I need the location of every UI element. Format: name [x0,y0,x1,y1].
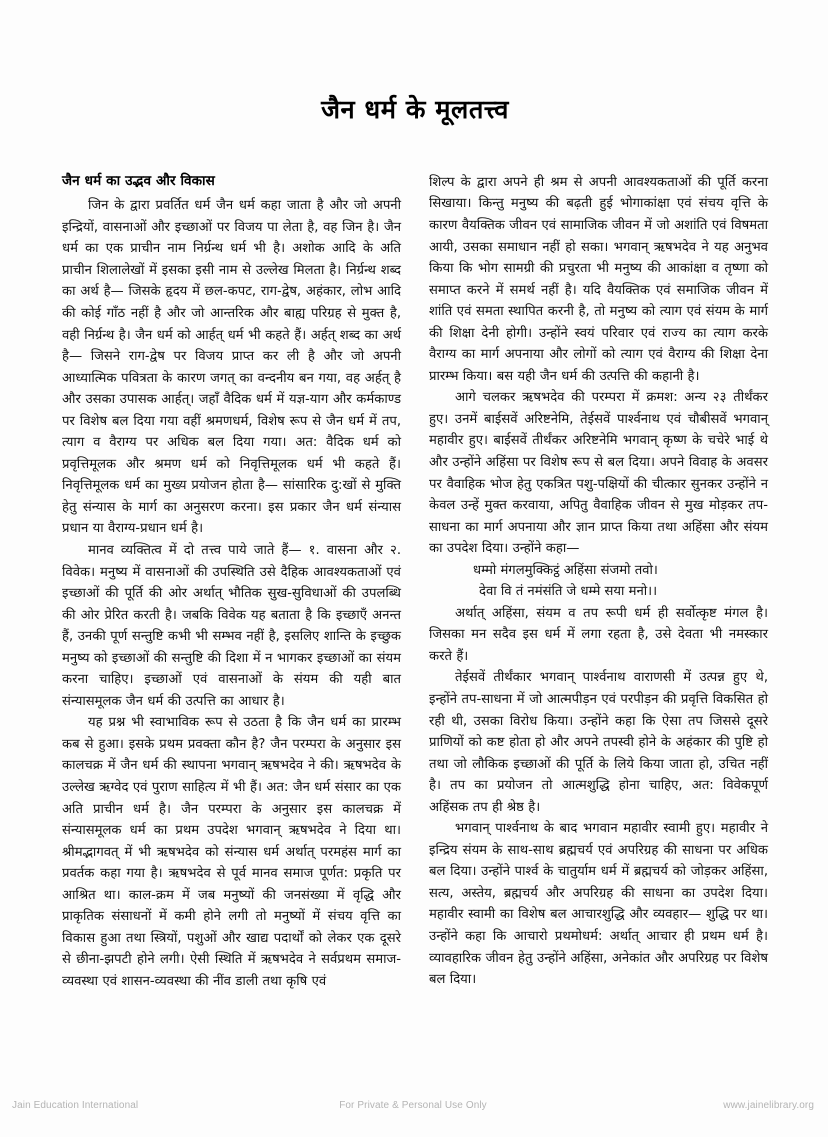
footer-website: www.jainelibrary.org [723,1100,814,1111]
paragraph: अर्थात् अहिंसा, संयम व तप रूपी धर्म ही सर्वोत्कृष्ट मंगल है। जिसका मन सदैव इस धर्म में लगा रहता है, उसे देवता भी नमस्कार करते हैं। [429,605,768,664]
right-column [429,172,768,993]
paragraph: आगे चलकर ऋषभदेव की परम्परा में क्रमश: अन्य २३ तीर्थंकर हुए। उनमें बाईसवें अरिष्टनेमि, तेईसवें पार्श्वनाथ एवं चौबीसवें भगवान् महावीर हुए। बाईसवें तीर्थंकर अरिष्टनेमि भगवान् कृष्ण के चचेरे भाई थे और उन्होंने अहिंसा पर विशेष रूप से बल दिया। अपने विवाह के अवसर पर वैवाहिक भोज हेतु एकत्रित पशु-पक्षियों की चीत्कार सुनकर उन्होंने न केवल उन्हें मुक्त करवाया, अपितु वैवाहिक जीवन से मुख मोड़कर तप-साधना का मार्ग अपनाया और ज्ञान प्राप्त किया तथा अहिंसा और संयम का उपदेश दिया। उन्होंने कहा— [429,390,768,557]
paragraph: भगवान् पार्श्वनाथ के बाद भगवान महावीर स्वामी हुए। महावीर ने इन्द्रिय संयम के साथ-साथ ब्रह्मचर्य एवं अपरिग्रह की साधना पर अधिक बल दिया। उन्होंने पार्श्व के चातुर्याम धर्म में ब्रह्मचर्य को जोड़कर अहिंसा, सत्य, अस्तेय, ब्रह्मचर्य और अपरिग्रह की साधना का उपदेश दिया। महावीर स्वामी का विशेष बल आचारशुद्धि और व्यवहार— शुद्धि पर था। उन्होंने कहा कि आचारो प्रथमोधर्म: अर्थात् आचार ही प्रथम धर्म है। व्यावहारिक जीवन हेतु उन्होंने अहिंसा, अनेकांत और अपरिग्रह पर विशेष बल दिया। [429,821,768,988]
verse-line: देवा वि तं नमंसंति जे धम्मे सया मनो।। [479,584,658,600]
page-title: जैन धर्म के मूलतत्त्व [321,95,509,125]
verse-line: धम्मो मंगलमुक्किट्ठं अहिंसा संजमो तवो। [473,562,658,578]
paragraph-continued: शिल्प के द्वारा अपने ही श्रम से अपनी आवश्यकताओं की पूर्ति करना सिखाया। किन्तु मनुष्य की बढ़ती हुई भोगाकांक्षा एवं संचय वृत्ति के कारण वैयक्तिक जीवन एवं सामाजिक जीवन में जो अशांति एवं विषमता आयी, उसका समाधान नहीं हो सका। भगवान् ऋषभदेव ने यह अनुभव किया कि भोग सामग्री की प्रचुरता भी मनुष्य की आकांक्षा व तृष्णा को समाप्त करने में समर्थ नहीं है। यदि वैयक्तिक एवं समाजिक जीवन में शांति एवं समता स्थापित करनी है, तो मनुष्य को त्याग एवं संयम के मार्ग की शिक्षा देनी होगी। उन्होंने स्वयं परिवार एवं राज्य का त्याग करके वैराग्य का मार्ग अपनाया और लोगों को त्याग एवं वैराग्य की शिक्षा देना प्रारम्भ किया। बस यही जैन धर्म की उत्पत्ति की कहानी है। [429,174,768,384]
paragraph: यह प्रश्न भी स्वाभाविक रूप से उठता है कि जैन धर्म का प्रारम्भ कब से हुआ। इसके प्रथम प्रवक्ता कौन है? जैन परम्परा के अनुसार इस कालचक्र में जैन धर्म की स्थापना भगवान् ऋषभदेव ने की। ऋषभदेव के उल्लेख ऋग्वेद एवं पुराण साहित्य में भी हैं। अत: जैन धर्म संसार का एक अति प्राचीन धर्म है। जैन परम्परा के अनुसार इस कालचक्र में संन्यासमूलक धर्म का प्रथम उपदेश भगवान् ऋषभदेव ने दिया था। श्रीमद्भागवत् में भी ऋषभदेव को संन्यास धर्म अर्थात् परमहंस मार्ग का प्रवर्तक कहा गया है। ऋषभदेव से पूर्व मानव समाज पूर्णत: प्रकृति पर आश्रित था। काल-क्रम में जब मनुष्यों की जनसंख्या में वृद्धि और प्राकृतिक संसाधनों में कमी होने लगी तो मनुष्यों में संचय वृत्ति का विकास हुआ तथा स्त्रियों, पशुओं और खाद्य पदार्थों को लेकर एक दूसरे से छीना-झपटी होने लगी। ऐसी स्थिति में ऋषभदेव ने सर्वप्रथम समाज-व्यवस्था एवं शासन-व्यवस्था की नींव डाली तथा कृषि एवं [62,715,401,989]
footer-organization: Jain Education International [12,1100,139,1111]
paragraph: मानव व्यक्तित्व में दो तत्त्व पाये जाते हैं— १. वासना और २. विवेक। मनुष्य में वासनाओं की उपस्थिति उसे दैहिक आवश्यकताओं एवं इच्छाओं की पूर्ति की ओर अर्थात् भौतिक सुख-सुविधाओं की उपलब्धि की ओर प्रेरित करती है। जबकि विवेक यह बताता है कि इच्छाएँ अनन्त हैं, उनकी पूर्ण सन्तुष्टि कभी भी सम्भव नहीं है, इसलिए शान्ति के इच्छुक मनुष्य को इच्छाओं की सन्तुष्टि की दिशा में न भागकर इच्छाओं का संयम करना चाहिए। इच्छाओं एवं वासनाओं के संयम की यही बात संन्यासमूलक जैन धर्म की उत्पत्ति का आधार है। [62,542,401,709]
page-footer [0,1100,828,1111]
two-column-body [62,172,768,993]
section-heading-origin-and-development: जैन धर्म का उद्भव और विकास [62,172,215,189]
left-column [62,172,401,993]
footer-usage-notice: For Private & Personal Use Only [339,1100,487,1111]
paragraph: तेईसवें तीर्थंकार भगवान् पार्श्वनाथ वाराणसी में उत्पन्न हुए थे, इन्होंने तप-साधना में जो आत्मपीड़न एवं परपीड़न की प्रवृत्ति विकसित हो रही थी, उसका विरोध किया। उन्होंने कहा कि ऐसा तप जिससे दूसरे प्राणियों को कष्ट होता हो और अपने तपस्वी होने के अहंकार की पुष्टि हो तथा जो लौकिक इच्छाओं की पूर्ति के लिये किया जाता हो, उचित नहीं है। तप का प्रयोजन तो आत्मशुद्धि होना चाहिए, अत: विवेकपूर्ण अहिंसक तप ही श्रेष्ठ है। [429,670,768,815]
page-content-area [62,0,768,1137]
paragraph: जिन के द्वारा प्रवर्तित धर्म जैन धर्म कहा जाता है और जो अपनी इन्द्रियों, वासनाओं और इच्छाओं पर विजय पा लेता है, वह जिन है। जैन धर्म का एक प्राचीन नाम निर्ग्रन्थ धर्म भी है। अशोक आदि के अति प्राचीन शिलालेखों में इसका इसी नाम से उल्लेख मिलता है। निर्ग्रन्थ शब्द का अर्थ है— जिसके हृदय में छल-कपट, राग-द्वेष, अहंकार, लोभ आदि की कोई गाँठ नहीं है और जो आन्तरिक और बाह्य परिग्रह से मुक्त है, वही निर्ग्रन्थ है। जैन धर्म को आर्हत् धर्म भी कहते हैं। अर्हत् शब्द का अर्थ है— जिसने राग-द्वेष पर विजय प्राप्त कर ली है और जो अपनी आध्यात्मिक पवित्रता के कारण जगत् का वन्दनीय बन गया, वह अर्हत् है और उसका उपासक आर्हत्। जहाँ वैदिक धर्म में यज्ञ-याग और कर्मकाण्ड पर विशेष बल दिया गया वहीं श्रमणधर्म, विशेष रूप से जैन धर्म में तप, त्याग व वैराग्य पर अधिक बल दिया गया। अत: वैदिक धर्म को प्रवृत्तिमूलक और श्रमण धर्म को निवृत्तिमूलक धर्म भी कहते हैं। निवृत्तिमूलक धर्म का मुख्य प्रयोजन होता है— सांसारिक दु:खों से मुक्ति हेतु संन्यास के मार्ग का अनुसरण करना। इस प्रकार जैन धर्म संन्यास प्रधान या वैराग्य-प्रधान धर्म है। [62,198,401,537]
